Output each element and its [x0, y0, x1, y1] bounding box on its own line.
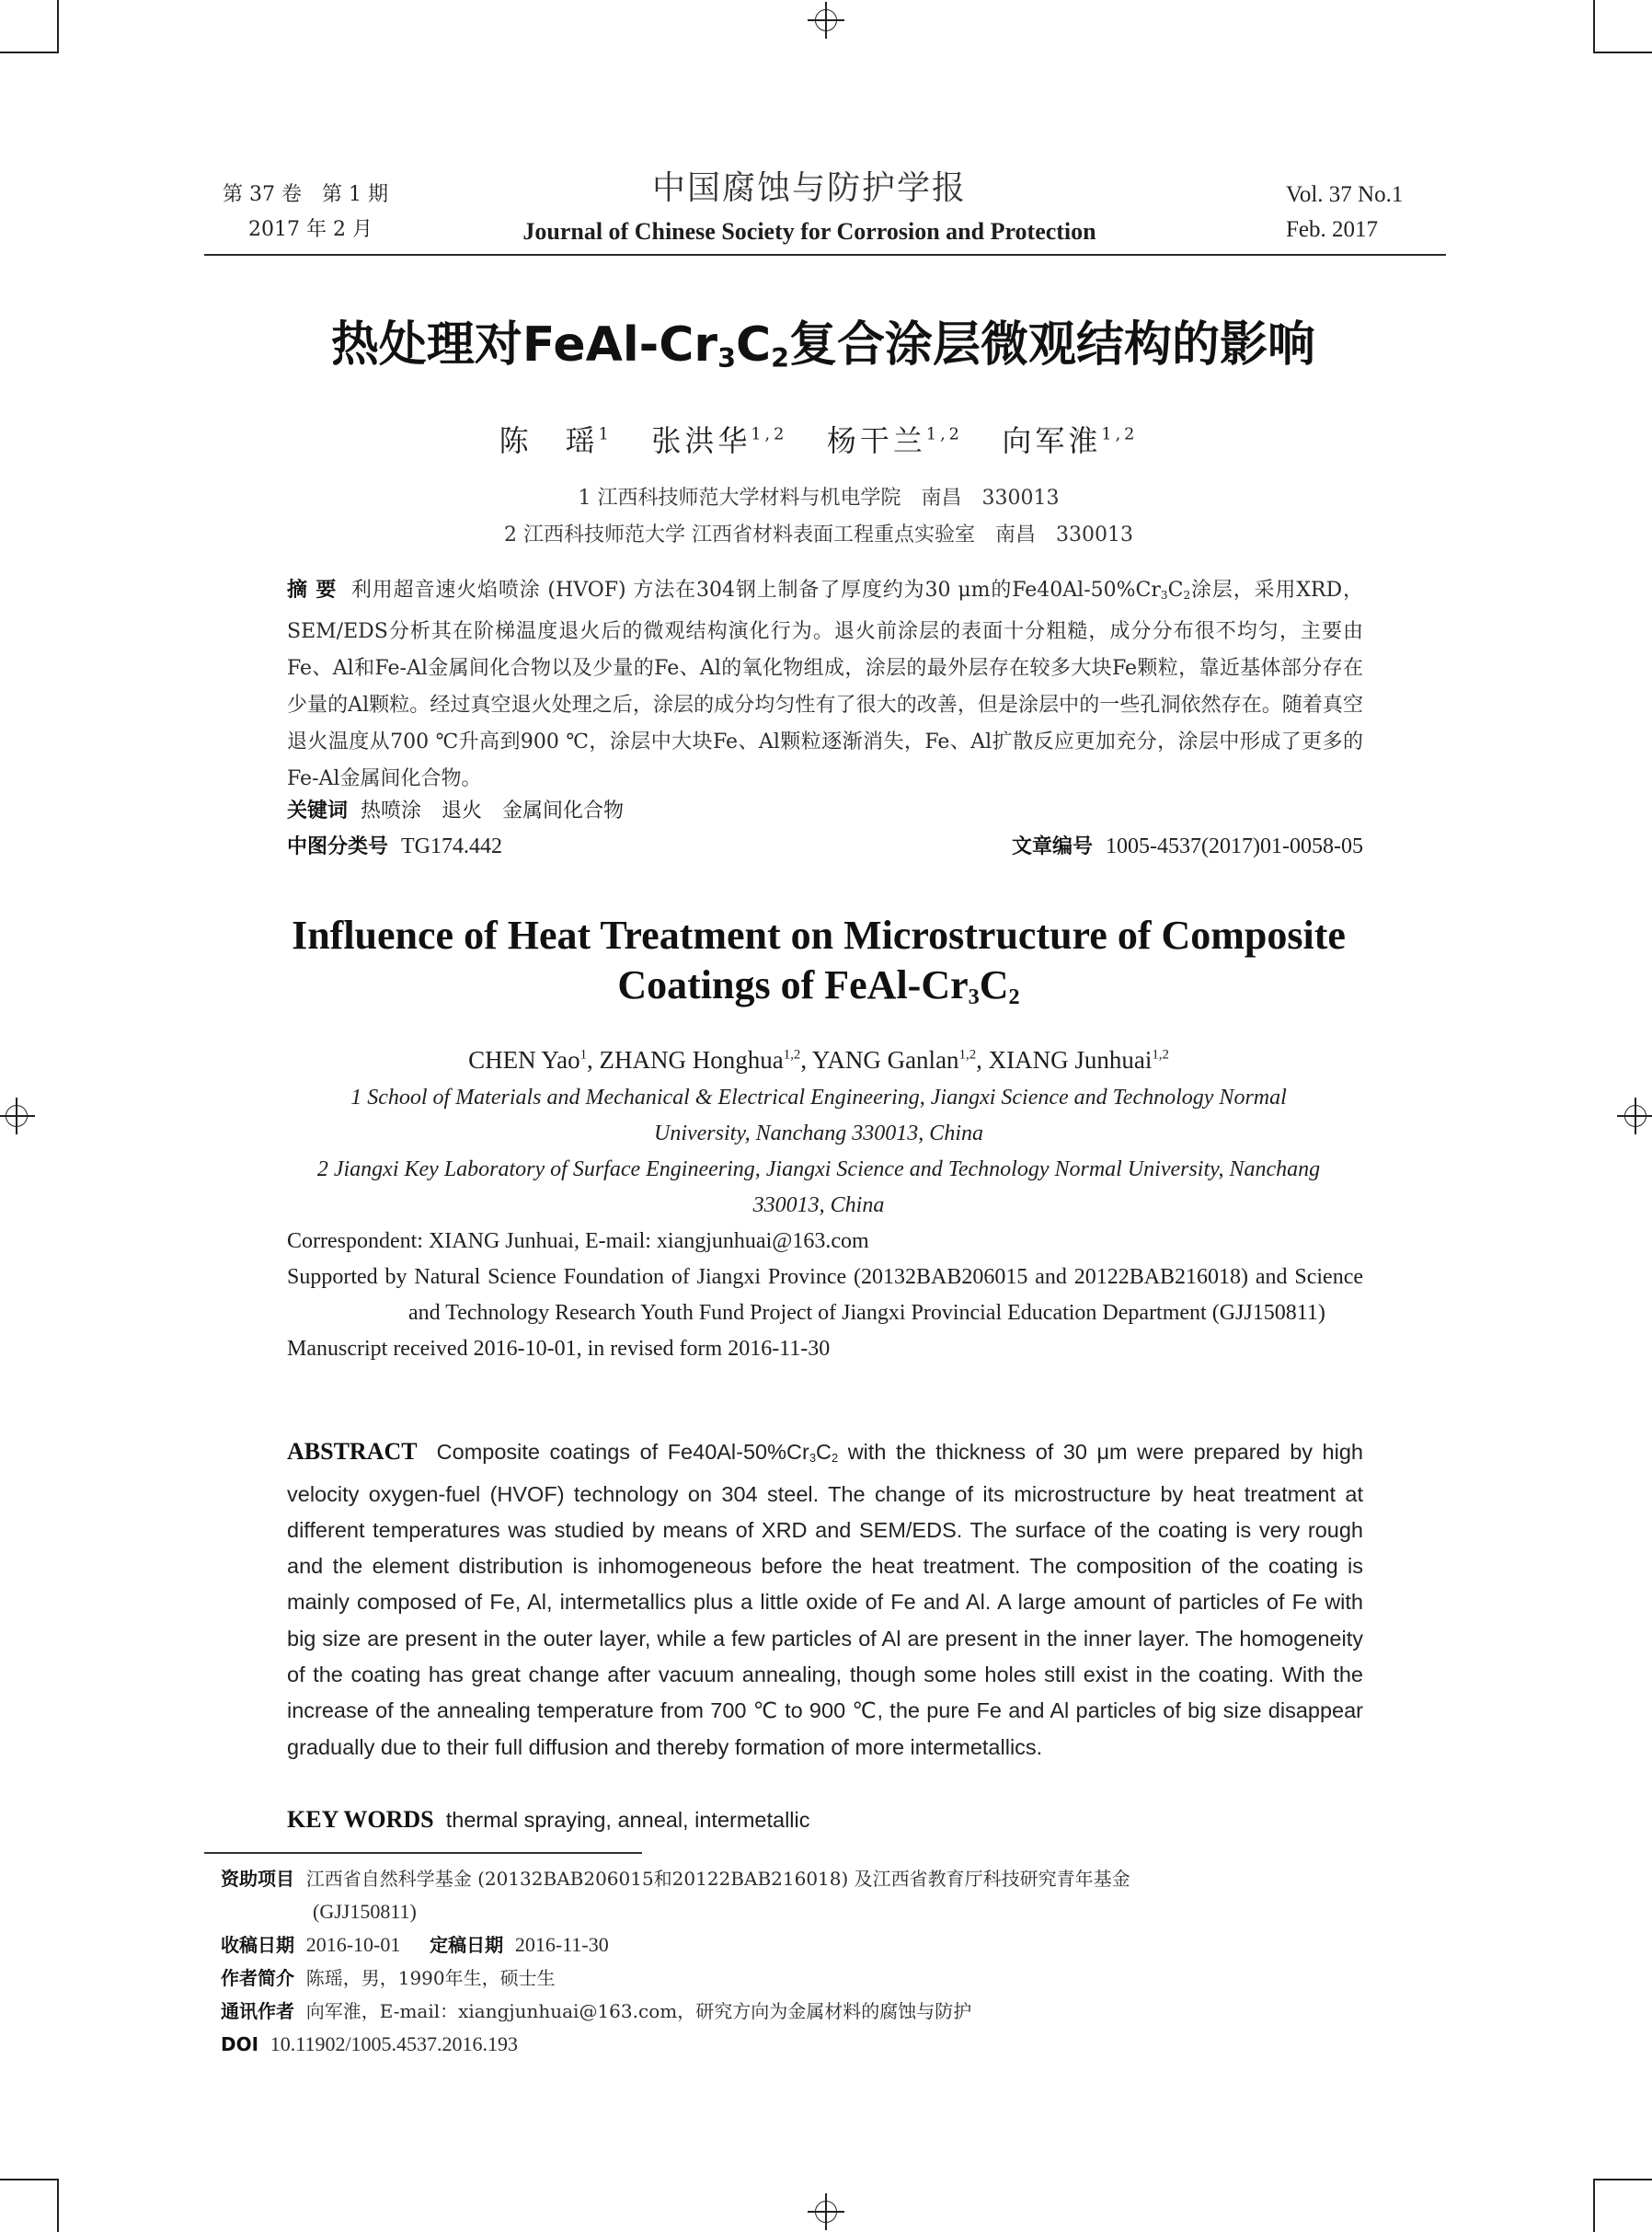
- authors-cn: 陈 瑶$^1$ 张洪华$^{1,2}$ 杨干兰$^{1,2}$ 向军淮$^{1,2}$: [499, 423, 1139, 458]
- footnote-doi: DOI 10.11902/1005.4537.2016.193: [221, 2032, 519, 2055]
- crop-mark: [0, 52, 59, 53]
- journal-name-cn: 中国腐蚀与防护学报: [651, 169, 967, 207]
- footnote-dates: 收稿日期 2016-10-01 定稿日期 2016-11-30: [221, 1933, 609, 1956]
- volume-issue-en: Vol. 37 No.1: [1286, 182, 1404, 207]
- authors-en: CHEN Yao$^1$, ZHANG Honghua$^{1,2}$, YANG Ganlan$^{1,2}$, XIANG Junhuai$^{1,2}$: [468, 1046, 1169, 1074]
- title-en: Influence of Heat Treatment on Microstructure of Composite Coatings of FeAl-$Cr_3C_2$: [292, 913, 1346, 1010]
- date-cn: 2017 年 2 月: [248, 218, 373, 241]
- article-metadata-en: [287, 1224, 1363, 1367]
- footnotes: [221, 1862, 1269, 2061]
- abstract-cn: 摘 要 利用超音速火焰喷涂 (HVOF) 方法在304钢上制备了厚度约为30 μm的$Fe40Al-50\%Cr_3C_2$涂层，采用XRD，SEM/EDS分析其在阶梯温度退火后的微观结构演化行为。退火前涂层的表面十分粗糙，成分分布很不均匀，主要由Fe、Al和Fe-Al金属间化合物以及少量的Fe、Al的氧化物组成，涂层的最外层存在较多大块Fe颗粒，靠近基体部分存在少量的Al颗粒。经过真空退火处理之后，涂层的成分均匀性有了很大的改善，但是涂层中的一些孔洞依然存在。随着真空退火温度从700 ℃升高到900 ℃，涂层中大块Fe、Al颗粒逐渐消失，Fe、Al扩散反应更加充分，涂层中形成了更多的Fe-Al金属间化合物。: [287, 579, 1363, 791]
- registration-mark-icon: [0, 1098, 35, 1134]
- affiliation-2-cn: 2 江西科技师范大学 江西省材料表面工程重点实验室 南昌 330013: [504, 523, 1133, 546]
- manuscript-dates: Manuscript received 2016-10-01, in revised form 2016-11-30: [287, 1337, 831, 1361]
- header-divider: [204, 254, 1446, 256]
- keywords-label-cn: 关键词: [287, 800, 349, 823]
- affiliation-1-en: 1 School of Materials and Mechanical & Electrical Engineering, Jiangxi Science and Technology Normal University, Nanchang 330013, China: [350, 1086, 1287, 1145]
- classification-row: [287, 828, 1363, 866]
- journal-name-en: Journal of Chinese Society for Corrosion and Protection: [522, 218, 1096, 245]
- class-label: 中图分类号: [287, 835, 389, 858]
- registration-mark-icon: [808, 2, 844, 39]
- volume-issue-cn: 第 37 卷 第 1 期: [223, 183, 388, 206]
- abstract-label-cn: 摘 要: [287, 579, 338, 602]
- registration-mark-icon: [808, 2193, 844, 2230]
- keywords-cn: 关键词 热喷涂 退火 金属间化合物: [287, 800, 625, 823]
- affiliations-en: [313, 1080, 1325, 1224]
- footnote-divider: [204, 1852, 642, 1854]
- title-cn: 热处理对FeAl-$Cr_3C_2$复合涂层微观结构的影响: [330, 317, 1316, 374]
- affiliations-cn: [276, 480, 1361, 554]
- footnote-funding-code: (GJJ150811): [313, 1900, 417, 1923]
- footnote-funding: 资助项目 江西省自然科学基金 (20132BAB206015和20122BAB216018) 及江西省教育厅科技研究青年基金: [221, 1868, 1130, 1890]
- abstract-en: ABSTRACT Composite coatings of $Fe40Al-50\%Cr_3C_2$ with the thickness of 30 μm were prepared by high velocity oxygen-fuel (HVOF) technology on 304 steel. The change of its microstructure by heat treatment at different temperatures was studied by means of XRD and SEM/EDS. The surface of the coating is very rough and the element distribution is inhomogeneous before the heat treatment. The composition of the coating is mainly composed of Fe, Al, intermetallics plus a little oxide of Fe and Al. A large amount of particles of Fe with big size are present in the outer layer, while a few particles of Al are present in the inner layer. The homogeneity of the coating has great change after vacuum annealing, though some holes still exist in the coating. With the increase of the annealing temperature from 700 ℃ to 900 ℃, the pure Fe and Al particles of big size disappear gradually due to their full diffusion and thereby formation of more intermetallics.: [287, 1438, 1363, 1759]
- footnote-author-bio: 作者简介 陈瑶，男，1990年生，硕士生: [221, 1967, 556, 1989]
- affiliation-1-cn: 1 江西科技师范大学材料与机电学院 南昌 330013: [578, 487, 1060, 510]
- article-number: 文章编号 1005-4537(2017)01-0058-05: [1012, 834, 1363, 858]
- crop-mark: [1593, 2179, 1595, 2232]
- correspondent: Correspondent: XIANG Junhuai, E-mail: xiangjunhuai@163.com: [287, 1229, 869, 1253]
- affiliation-2-en: 2 Jiangxi Key Laboratory of Surface Engineering, Jiangxi Science and Technology Normal University, Nanchang 330013, China: [316, 1157, 1321, 1217]
- crop-mark: [1593, 2179, 1652, 2180]
- header-center: [396, 166, 1223, 247]
- crop-mark: [57, 0, 59, 53]
- crop-mark: [57, 2179, 59, 2232]
- crop-mark: [1593, 0, 1595, 53]
- keywords-en: KEY WORDS thermal spraying, anneal, intermetallic: [287, 1806, 810, 1833]
- registration-mark-icon: [1617, 1098, 1652, 1134]
- abstract-label-en: ABSTRACT: [287, 1438, 418, 1465]
- class-value: TG174.442: [401, 834, 503, 858]
- crop-mark: [1593, 52, 1652, 53]
- keywords-label-en: KEY WORDS: [287, 1806, 434, 1833]
- funding-en: Supported by Natural Science Foundation of Jiangxi Province (20132BAB206015 and 20122BAB216018) and Science and Technology Research Youth Fund Project of Jiangxi Provincial Education Department (GJJ150811): [287, 1265, 1363, 1325]
- date-en: Feb. 2017: [1286, 217, 1378, 242]
- footnote-correspondent: 通讯作者 向军淮，E-mail：xiangjunhuai@163.com，研究方向为金属材料的腐蚀与防护: [221, 2000, 972, 2022]
- crop-mark: [0, 2179, 59, 2180]
- header-left: [223, 178, 388, 247]
- header-right: [1286, 178, 1403, 247]
